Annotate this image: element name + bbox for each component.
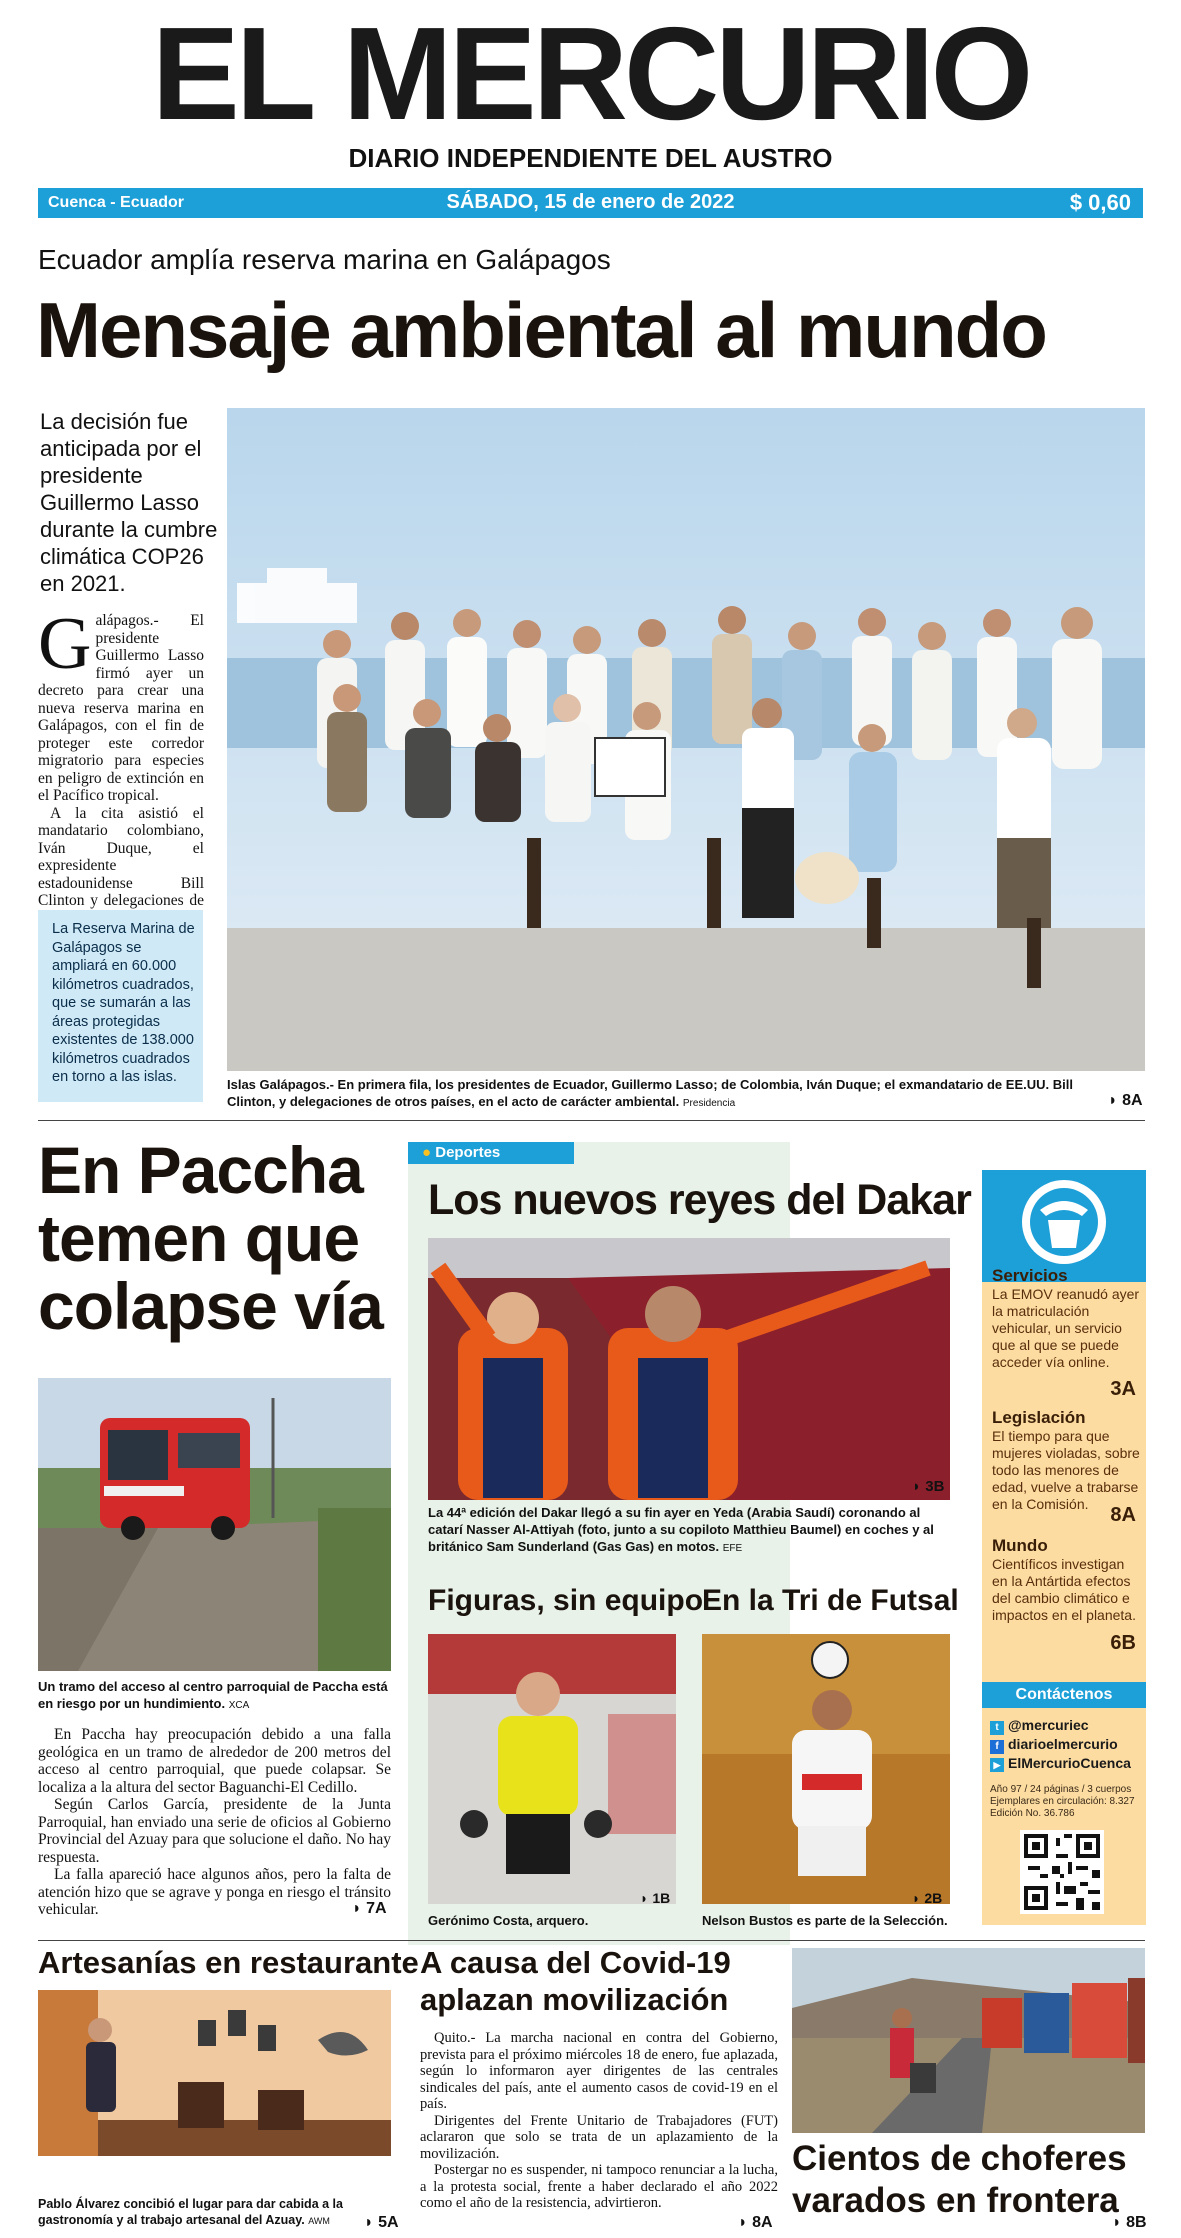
mundo-title: Mundo [992, 1536, 1048, 1555]
sports-tag [408, 1142, 574, 1164]
lead-page-ref: ◗ 8A [1108, 1092, 1143, 1109]
sidebar-mundo [992, 1536, 1140, 1624]
newspaper-tagline: DIARIO INDEPENDIENTE DEL AUSTRO [348, 143, 833, 173]
date-bar [38, 188, 1143, 218]
twitter-icon: t [990, 1721, 1004, 1735]
sidebar-legislacion [992, 1408, 1140, 1513]
choferes-headline: Cientos de choferes varados en frontera [792, 2139, 1127, 2220]
section-divider [38, 1120, 1145, 1121]
bottom-divider [38, 1940, 1145, 1941]
artesanias-ref-number: 5A [378, 2214, 399, 2231]
edition-info-1: Año 97 / 24 páginas / 3 cuerpos [990, 1784, 1132, 1795]
lead-fact-box [38, 910, 203, 1102]
dakar-caption-text: La 44ª edición del Dakar llegó a su fin ayer en Yeda (Arabia Saudí) coronando al catarí Nasser Al-Attiyah (foto, junto a su copiloto Matthieu Baumel) en coches y al británico Sam Sunderland (Gas Gas) en motos. [428, 1505, 934, 1554]
lead-body [38, 603, 204, 927]
futsal-caption: Nelson Bustos es parte de la Selección. [702, 1913, 948, 1928]
futsal-headline: En la Tri de Futsal [702, 1584, 959, 1617]
facebook-link[interactable] [990, 1735, 1131, 1754]
paccha-body [38, 1726, 391, 1919]
youtube-handle: ElMercurioCuenca [1008, 1755, 1131, 1771]
sidebar-servicios [992, 1266, 1140, 1371]
mundo-ref: 6B [1110, 1632, 1136, 1654]
dakar-photo [428, 1238, 950, 1500]
mundo-text: Científicos investigan en la Antártida efectos del cambio climático e impactos en el planeta. [992, 1556, 1136, 1623]
legislacion-ref: 8A [1110, 1504, 1136, 1526]
servicios-ref: 3A [1110, 1378, 1136, 1400]
twitter-link[interactable] [990, 1716, 1131, 1735]
paccha-bus-photo [38, 1378, 391, 1671]
goalkeeper-caption: Gerónimo Costa, arquero. [428, 1913, 589, 1928]
restaurant-photo [38, 1990, 391, 2156]
paccha-page-ref: ◗ 7A [352, 1900, 387, 1917]
dakar-ref-number: 3B [925, 1478, 945, 1495]
trucks-border-photo [792, 1948, 1145, 2133]
dakar-caption [428, 1504, 950, 1557]
paccha-caption [38, 1678, 391, 1714]
futsal-photo-ref: ◗ 2B [912, 1890, 943, 1906]
paccha-caption-credit: XCA [228, 1700, 250, 1711]
paccha-headline: En Paccha temen que colapse vía [38, 1133, 383, 1343]
artesanias-page-ref: ◗ 5A [364, 2214, 399, 2231]
issue-date: SÁBADO, 15 de enero de 2022 [446, 191, 735, 213]
galapagos-group-photo [227, 408, 1145, 1071]
covid-body-p2: Dirigentes del Frente Unitario de Trabajadores (FUT) aclararon que solo se trata de un aplazamiento de la movilización. [420, 2112, 778, 2162]
drop-cap: G [38, 603, 92, 685]
artesanias-caption [38, 2196, 358, 2229]
sports-tag-label: Deportes [435, 1144, 501, 1161]
futsal-photo [702, 1634, 950, 1904]
paccha-body-p3: La falla apareció hace algunos años, pero la falta de atención hizo que se agrave y ponga en riesgo el tránsito vehicular. [38, 1866, 391, 1918]
dakar-caption-credit: EFE [722, 1543, 743, 1554]
covid-headline: A causa del Covid-19 aplazan movilización [420, 1945, 731, 2017]
edition-info-3: Edición No. 36.786 [990, 1808, 1075, 1819]
contact-panel [982, 1708, 1146, 1925]
artesanias-headline: Artesanías en restaurante [38, 1945, 419, 1980]
edition-info [990, 1784, 1140, 1820]
twitter-handle: @mercuriec [1008, 1717, 1089, 1733]
lead-deck: La decisión fue anticipada por el presidente Guillermo Lasso durante la cumbre climática COP26 en 2021. [40, 409, 218, 596]
youtube-link[interactable] [990, 1754, 1131, 1773]
dakar-headline: Los nuevos reyes del Dakar [428, 1176, 971, 1224]
choferes-page-ref: ◗ 8B [1112, 2214, 1147, 2231]
bullet-icon: ● [422, 1144, 432, 1161]
lead-body-p2: A la cita asistió el mandatario colombiano, Iván Duque, el expresidente estadounidense Bill Clinton y delegaciones de [38, 804, 204, 909]
artesanias-caption-text: Pablo Álvarez concibió el lugar para dar cabida a la gastronomía y al trabajo artesanal del Azuay. [38, 2197, 343, 2227]
contact-title: Contáctenos [982, 1682, 1146, 1708]
qr-code-icon[interactable] [1020, 1830, 1104, 1914]
choferes-ref-number: 8B [1126, 2214, 1147, 2231]
servicios-title: Servicios [992, 1266, 1068, 1285]
covid-page-ref: ◗ 8A [738, 2214, 773, 2231]
fact-box-text: La Reserva Marina de Galápagos se ampliará en 60.000 kilómetros cuadrados, que se sumarán a las áreas protegidas existentes de 138.000 kilómetros cuadrados en torno a las islas. [52, 921, 195, 1085]
covid-ref-number: 8A [752, 2214, 773, 2231]
covid-body-p1: Quito.- La marcha nacional en contra del Gobierno, prevista para el próximo miércoles 18 de enero, fue aplazada, según lo informaron ayer dirigentes de las centrales sindicales del país, ante el aumento casos de covid-19 en el país. [420, 2030, 778, 2112]
lead-kicker: Ecuador amplía reserva marina en Galápagos [38, 244, 611, 275]
goalkeeper-photo [428, 1634, 676, 1904]
figuras-headline: Figuras, sin equipo [428, 1584, 704, 1617]
lead-headline: Mensaje ambiental al mundo [36, 286, 1046, 374]
youtube-icon: ▶ [990, 1758, 1004, 1772]
legislacion-text: El tiempo para que mujeres violadas, sobre todo las menores de edad, vuelve a trabarse en la Comisión. [992, 1428, 1140, 1512]
covid-body-p3: Postergar no es suspender, ni tampoco renunciar a la lucha, a la protesta social, frente a haber declarado el año 2022 como el año de la resistencia, advirtieron. [420, 2162, 778, 2211]
covid-body [420, 2030, 778, 2212]
goalkeeper-photo-ref: ◗ 1B [640, 1890, 671, 1906]
lead-photo-caption [227, 1076, 1087, 1112]
paccha-caption-text: Un tramo del acceso al centro parroquial de Paccha está en riesgo por un hundimiento. [38, 1679, 388, 1711]
edition-info-2: Ejemplares en circulación: 8.327 [990, 1796, 1135, 1807]
paccha-body-p2: Según Carlos García, presidente de la Junta Parroquial, han enviado una serie de oficios al Gobierno Provincial del Azuay para que solucione el daño. No hay respuesta. [38, 1796, 391, 1866]
lead-caption-text: Islas Galápagos.- En primera fila, los presidentes de Ecuador, Guillermo Lasso; de Colombia, Iván Duque; el exmandatario de EE.UU. Bill Clinton, y delegaciones de otros países, en el acto de carácter ambiental. [227, 1077, 1073, 1109]
city-label: Cuenca - Ecuador [48, 194, 185, 211]
lead-caption-credit: Presidencia [682, 1098, 736, 1109]
dakar-photo-ref: ◗ 3B [912, 1478, 945, 1495]
lead-ref-number: 8A [1122, 1092, 1143, 1109]
paccha-ref-number: 7A [366, 1900, 387, 1917]
paccha-body-p1: En Paccha hay preocupación debido a una falla geológica en un tramo de alrededor de 200 metros del acceso al centro parroquial, que puede colapsar. Se localiza a la altura del sector Baguanchi-El Cedillo. [38, 1726, 391, 1796]
price-label: $ 0,60 [1069, 190, 1131, 215]
goalkeeper-ref-number: 1B [652, 1890, 671, 1906]
social-links [990, 1716, 1131, 1773]
facebook-handle: diarioelmercurio [1008, 1736, 1118, 1752]
futsal-ref-number: 2B [924, 1890, 943, 1906]
servicios-text: La EMOV reanudó ayer la matriculación vehicular, un servicio que al que se puede acceder vía online. [992, 1286, 1140, 1370]
newspaper-masthead: EL MERCURIO [151, 0, 1030, 147]
legislacion-title: Legislación [992, 1408, 1086, 1427]
facebook-icon: f [990, 1740, 1004, 1754]
lead-body-p1: alápagos.- El presidente Guillermo Lasso firmó ayer un decreto para crear una nueva reserva marina en Galápagos, con el fin de proteger este corredor migratorio para especies en peligro de extinción en el Pacífico tropical. [38, 612, 204, 804]
artesanias-caption-credit: AWM [308, 2216, 330, 2226]
